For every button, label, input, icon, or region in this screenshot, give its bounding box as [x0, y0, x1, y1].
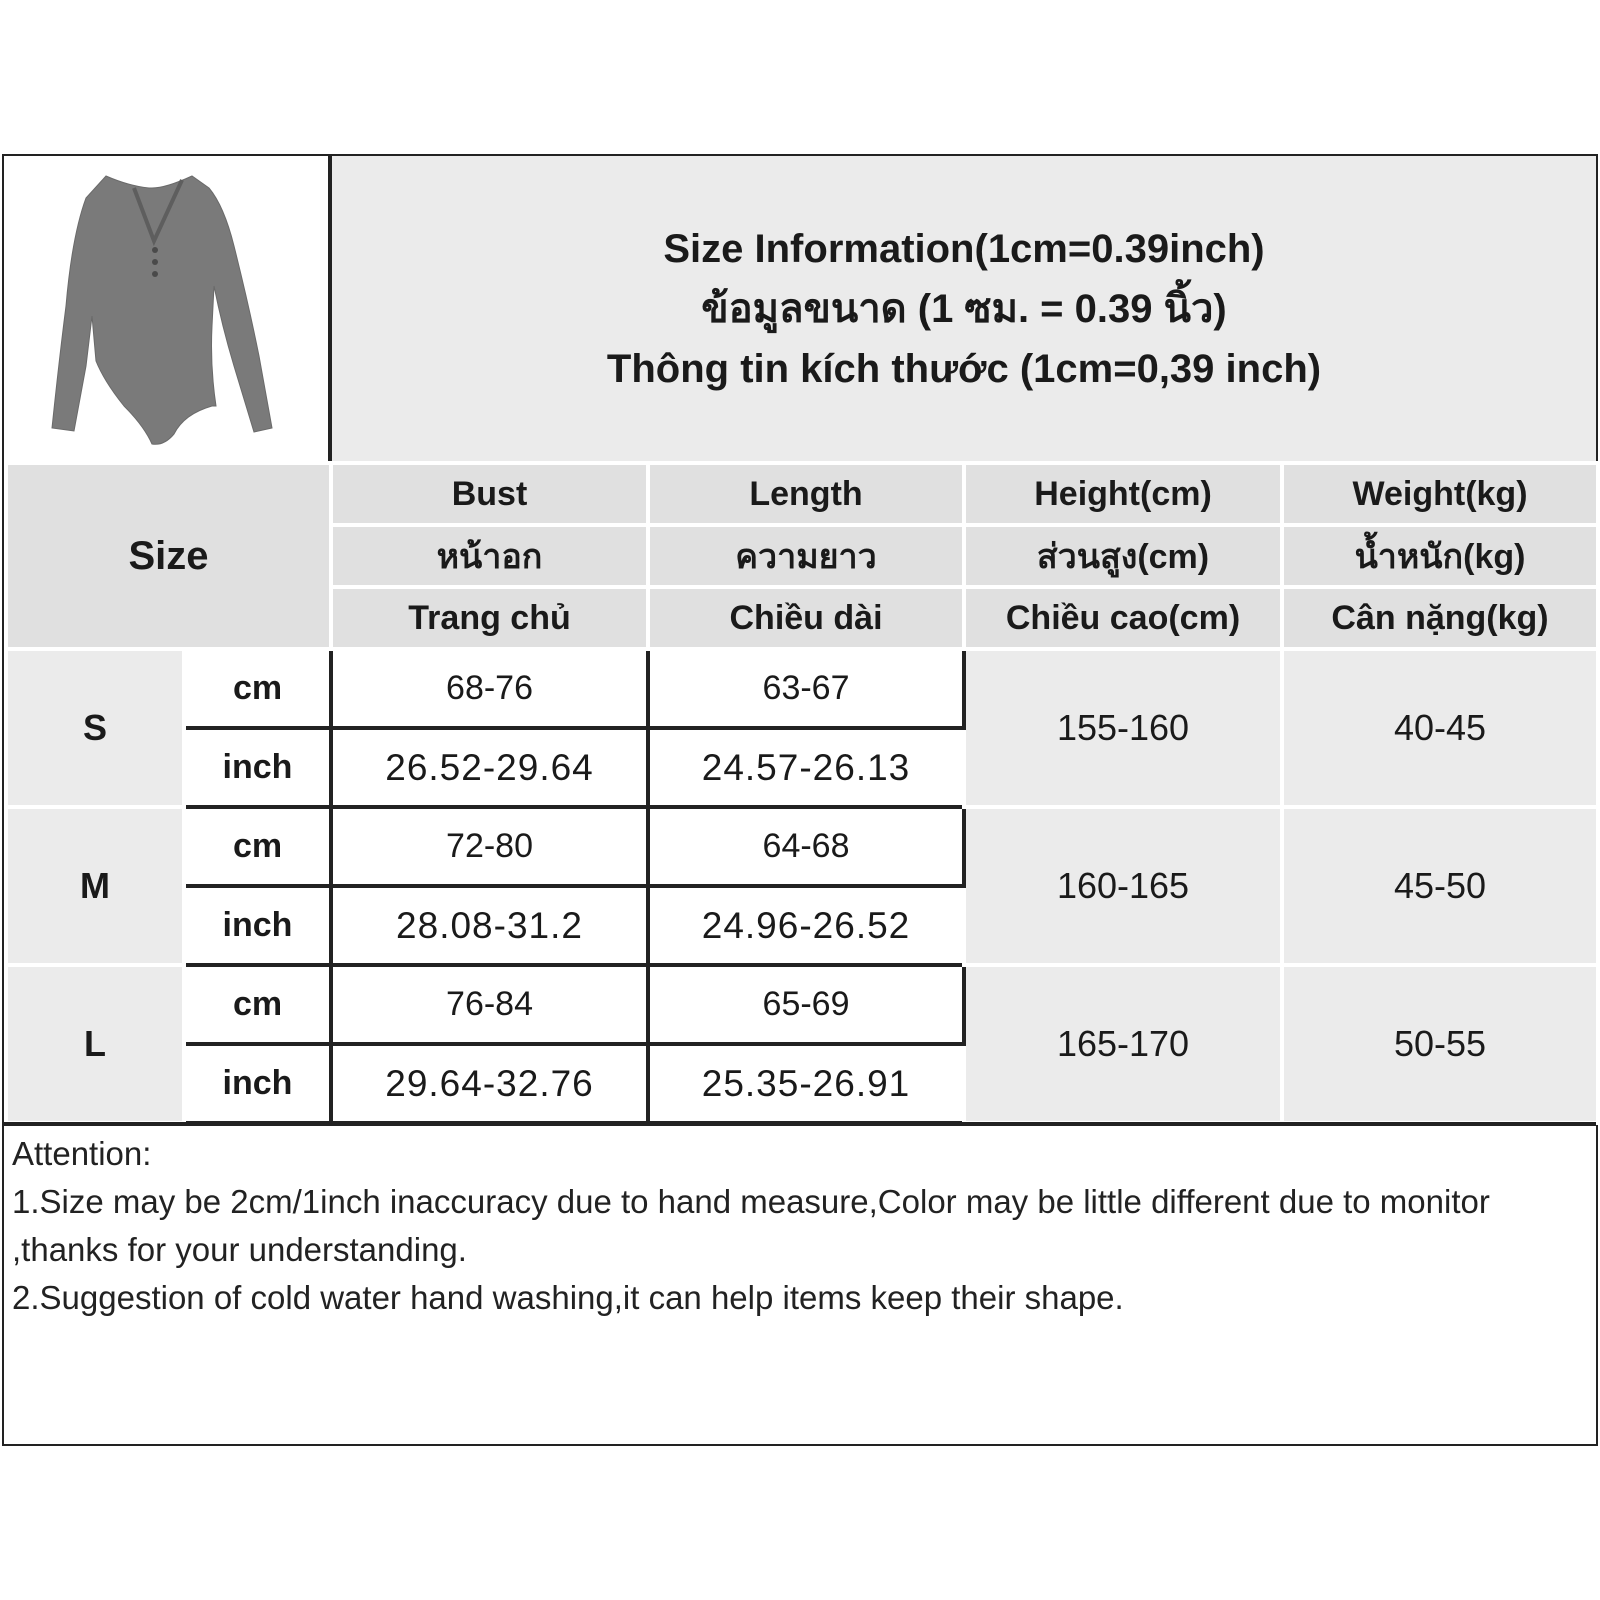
unit-inch: inch	[184, 728, 331, 807]
bust-cm-s: 68-76	[331, 649, 648, 728]
size-label-m: M	[6, 807, 184, 965]
bust-cm-l: 76-84	[331, 965, 648, 1044]
attention-notes	[4, 1122, 1596, 1444]
height-l: 165-170	[964, 965, 1282, 1123]
height-header-vi: Chiều cao(cm)	[964, 587, 1282, 649]
weight-header-en: Weight(kg)	[1282, 463, 1598, 525]
height-s: 155-160	[964, 649, 1282, 807]
length-header-vi: Chiều dài	[648, 587, 964, 649]
weight-s: 40-45	[1282, 649, 1598, 807]
unit-cm: cm	[184, 649, 331, 728]
length-cm-m: 64-68	[648, 807, 964, 886]
size-table	[4, 461, 1596, 1125]
size-chart	[2, 154, 1598, 1446]
size-label-s: S	[6, 649, 184, 807]
length-inch-s: 24.57-26.13	[648, 728, 964, 807]
weight-header-vi: Cân nặng(kg)	[1282, 587, 1598, 649]
title-vietnamese: Thông tin kích thước (1cm=0,39 inch)	[606, 346, 1322, 391]
height-header-en: Height(cm)	[964, 463, 1282, 525]
title-block	[332, 156, 1596, 461]
height-header-th: ส่วนสูง(cm)	[964, 525, 1282, 587]
title-thai: ข้อมูลขนาด (1 ซม. = 0.39 นิ้ว)	[701, 286, 1227, 331]
attention-heading: Attention:	[12, 1135, 152, 1172]
bust-cm-m: 72-80	[331, 807, 648, 886]
unit-inch: inch	[184, 886, 331, 965]
length-cm-s: 63-67	[648, 649, 964, 728]
attention-line-1: 1.Size may be 2cm/1inch inaccuracy due to hand measure,Color may be little different due to monitor ,thanks for your understanding.	[12, 1183, 1490, 1268]
length-inch-l: 25.35-26.91	[648, 1044, 964, 1123]
length-header-th: ความยาว	[648, 525, 964, 587]
bust-header-vi: Trang chủ	[331, 587, 648, 649]
length-cm-l: 65-69	[648, 965, 964, 1044]
bust-inch-m: 28.08-31.2	[331, 886, 648, 965]
unit-cm: cm	[184, 807, 331, 886]
size-label-l: L	[6, 965, 184, 1123]
size-header: Size	[6, 463, 331, 649]
length-inch-m: 24.96-26.52	[648, 886, 964, 965]
attention-line-2: 2.Suggestion of cold water hand washing,it can help items keep their shape.	[12, 1279, 1124, 1316]
bust-header-en: Bust	[331, 463, 648, 525]
weight-m: 45-50	[1282, 807, 1598, 965]
weight-l: 50-55	[1282, 965, 1598, 1123]
bust-inch-s: 26.52-29.64	[331, 728, 648, 807]
unit-inch: inch	[184, 1044, 331, 1123]
bust-inch-l: 29.64-32.76	[331, 1044, 648, 1123]
weight-header-th: น้ำหนัก(kg)	[1282, 525, 1598, 587]
product-photo-cell	[4, 156, 332, 461]
height-m: 160-165	[964, 807, 1282, 965]
bodysuit-icon	[34, 166, 294, 451]
title-english: Size Information(1cm=0.39inch)	[663, 226, 1265, 271]
unit-cm: cm	[184, 965, 331, 1044]
bust-header-th: หน้าอก	[331, 525, 648, 587]
length-header-en: Length	[648, 463, 964, 525]
